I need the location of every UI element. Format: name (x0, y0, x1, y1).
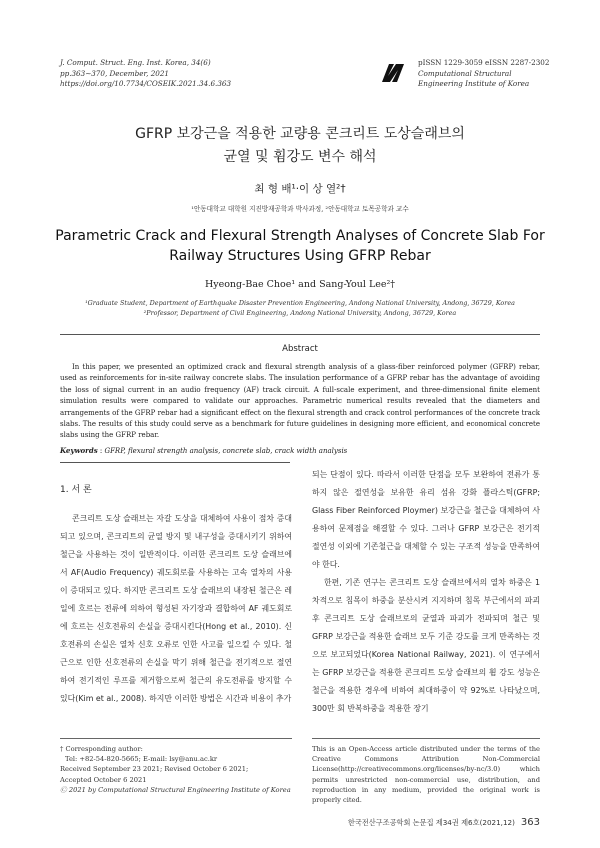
accepted-date: Accepted October 6 2021 (60, 775, 147, 784)
title-korean-line2: 균열 및 휨강도 변수 해석 (223, 149, 377, 165)
keywords-separator: : (97, 447, 105, 455)
journal-header-right (418, 58, 549, 90)
authors-korean: 최 형 배¹·이 상 열²† (254, 183, 346, 195)
society-logo-icon (380, 62, 406, 84)
body-paragraph: 되는 단점이 있다. 따라서 이러한 단점을 모두 보완하여 전류가 통하지 않은 절연성을 보유한 유리 섬유 강화 플라스틱(GFRP; Glass Fiber Reinforced Ploymer) 보강근을 철근을 대체하여 사용하여 문제점을 해결할 수 있다. 그러나 GFRP 보강근은 전기적 절연성 이외에 기존철근을 대체할 수 있는 구조적 성능을 만족하여야 한다. (312, 470, 540, 569)
doi-link[interactable]: https://doi.org/10.7734/COSEIK.2021.34.6.363 (60, 79, 232, 88)
section-heading-introduction: 1. 서 론 (60, 485, 92, 495)
affiliation-korean: ¹안동대학교 대학원 지진방재공학과 박사과정, ²안동대학교 토목공학과 교수 (191, 205, 409, 213)
footnote-rule-right (312, 738, 540, 739)
affiliation-english (0, 298, 600, 318)
abstract-heading: Abstract (282, 344, 318, 354)
copyright-notice: Ⓒ 2021 by Computational Structural Engineering Institute of Korea (60, 785, 291, 794)
body-paragraph: 한편, 기존 연구는 콘크리트 도상 슬래브에서의 열차 하중은 1차적으로 침목이 하중을 분산시켜 지지하며 침목 부근에서의 파괴 후 콘크리트 도상 슬래브로의 균열과 파괴가 전파되며 철근 및 GFRP 보강근을 적용한 슬래브 모두 기준 강도를 크게 만족하는 것으로 보고되었다(Korea National Railway, 2021). 이 연구에서는 GFRP 보강근을 적용한 콘크리트 도상 슬래브의 휨 강도 성능은 철근을 적용한 경우에 비하여 최대하중이 약 92%로 나타났으며, 300만 회 반복하중을 적용한 장기 (312, 578, 540, 713)
title-korean-line1: GFRP 보강근을 적용한 교량용 콘크리트 도상슬래브의 (135, 126, 465, 142)
title-english-line1: Parametric Crack and Flexural Strength Analyses of Concrete Slab For (55, 228, 545, 244)
license-notice: This is an Open-Access article distributed under the terms of the Creative Commons Attribution Non-Commercial License(http://creativecommons.org/licenses/by-nc/3.0) which permits unrestricted non-commercial use, distribution, and reproduction in any medium, provided the original work is properly cited. (312, 745, 540, 805)
keywords-label: Keywords (60, 446, 98, 455)
body-paragraph: 콘크리트 도상 슬래브는 자갈 도상을 대체하여 사용이 점차 증대되고 있으며, 콘크리트의 균열 방지 및 내구성을 증대시키기 위하여 철근을 사용하는 것이 일반적이다. 이러한 콘크리트 도상 슬래브에서 AF(Audio Frequency) 궤도회로를 사용하는 고속 열차의 사용이 증대되고 있다. 하지만 콘크리트 도상 슬래브의 내장된 철근은 레일에 흐르는 전류에 의하여 형성된 자기장과 결합하여 AF 궤도회로에 흐르는 신호전류의 손실을 증대시킨다(Hong et al., 2010). 신호전류의 손실은 열차 신호 오류로 인한 사고를 일으킬 수 있다. 철근으로 인한 신호전류의 손실을 막기 위해 철근을 전기적으로 절연하여 전기적인 루프를 제거함으로써 철근의 유도전류를 방지할 수 있다(Kim et al., 2008). 하지만 이러한 방법은 시간과 비용이 추가 (60, 514, 292, 703)
page-number: 363 (520, 817, 540, 828)
keywords-bottom-rule (60, 462, 290, 463)
org-name-line1: Computational Structural (418, 68, 512, 78)
body-column-left (60, 510, 292, 708)
footer-citation: 한국전산구조공학회 논문집 제34권 제6호(2021,12) (347, 818, 515, 827)
org-name-line2: Engineering Institute of Korea (418, 79, 530, 88)
keywords-text: GFRP, flexural strength analysis, concrete slab, crack width analysis (104, 447, 348, 455)
journal-citation: J. Comput. Struct. Eng. Inst. Korea, 34(6) (60, 58, 211, 67)
footnote-rule-left (60, 738, 292, 739)
page-footer (340, 817, 540, 828)
affiliation-english-line2: ²Professor, Department of Civil Engineering, Andong National University, Andong, 36729, Korea (143, 309, 457, 317)
authors-english: Hyeong-Bae Choe¹ and Sang-Youl Lee²† (204, 279, 396, 290)
title-korean (0, 123, 600, 169)
keywords (60, 446, 540, 455)
abstract-text: In this paper, we presented an optimized crack and flexural strength analysis of a glass-fiber reinforced polymer (GFRP) rebar, used as reinforcements for in-site railway concrete slabs. The insulation performance of a GFRP rebar has the advantage of avoiding the loss of signal current in an audio frequency (AF) track circuit. A full-scale experiment, and three-dimensional finite element simulation results were compared to validate our approaches. Parametric numerical results revealed that the diameters and arrangements of the GFRP rebar had a significant effect on the flexural strength and crack control performances of the concrete track slabs. The results of this study could serve as a benchmark for future guidelines in designing more efficient, and economical concrete slabs using the GFRP rebar. (60, 363, 540, 440)
corresponding-author-label: † Corresponding author: (60, 745, 143, 753)
footnote-correspondence (60, 744, 292, 795)
received-dates: Received September 23 2021; Revised October 6 2021; (60, 765, 249, 774)
affiliation-english-line1: ¹Graduate Student, Department of Earthquake Disaster Prevention Engineering, Andong National University, Andong, 36729, Korea (85, 299, 515, 307)
issn: pISSN 1229-3059 eISSN 2287-2302 (418, 58, 550, 67)
corresponding-contact: Tel: +82-54-820-5665; E-mail: lsy@anu.ac.kr (65, 755, 218, 764)
title-english (0, 226, 600, 266)
journal-header-left (60, 58, 231, 90)
title-english-line2: Railway Structures Using GFRP Rebar (169, 248, 431, 264)
body-column-right (312, 466, 540, 718)
page-range: pp.363∼370, December, 2021 (60, 68, 169, 78)
abstract-top-rule (60, 334, 540, 335)
